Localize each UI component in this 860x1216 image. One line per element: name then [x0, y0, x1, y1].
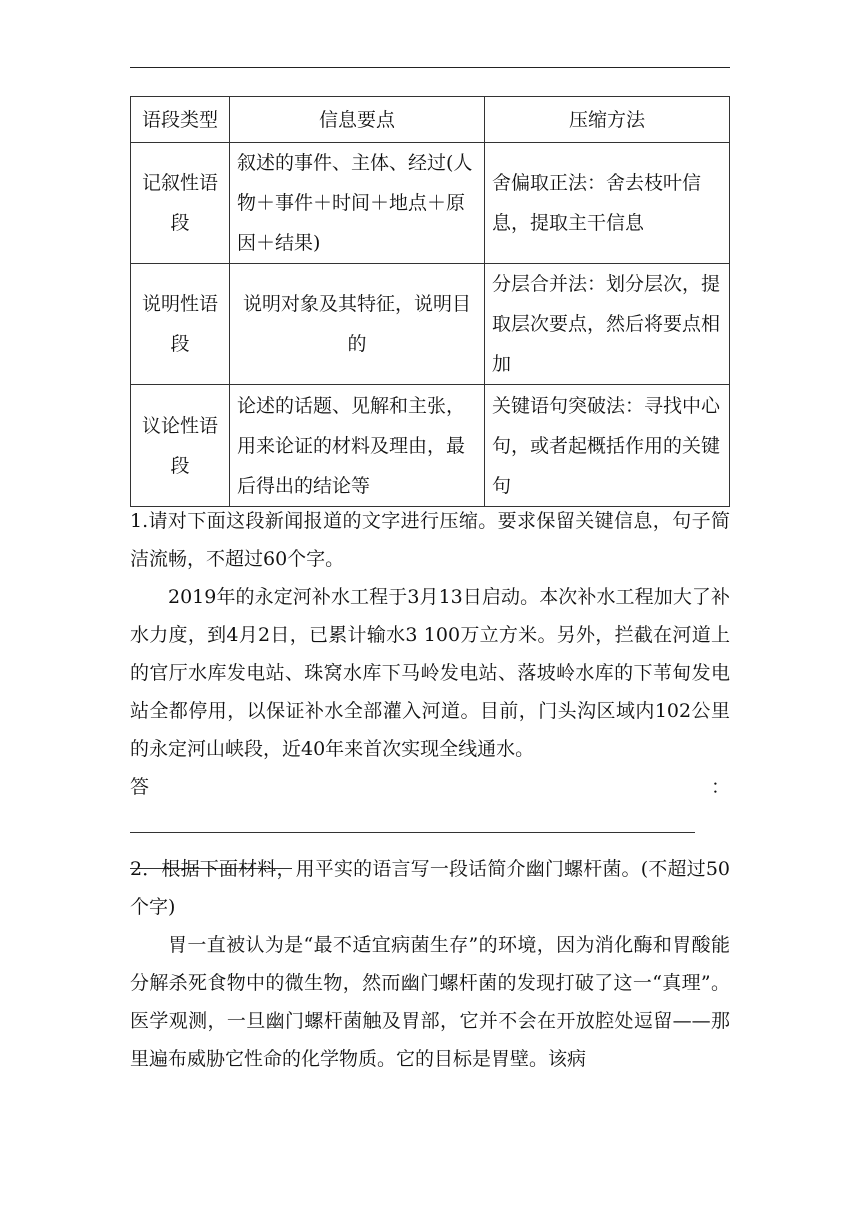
row-method: 舍偏取正法：舍去枝叶信息，提取主干信息: [485, 143, 730, 264]
row-type: 说明性语段: [131, 264, 230, 385]
row-points: 说明对象及其特征，说明目的: [230, 264, 485, 385]
question-2: [130, 850, 730, 1078]
row-points: 叙述的事件、主体、经过(人物＋事件＋时间＋地点＋原因＋结果): [230, 143, 485, 264]
row-method: 分层合并法：划分层次，提取层次要点，然后将要点相加: [485, 264, 730, 385]
row-type: 记叙性语段: [131, 143, 230, 264]
question-2-prompt: 2．根据下面材料，用平实的语言写一段话简介幽门螺杆菌。(不超过50个字): [130, 858, 730, 918]
question-1: [130, 502, 730, 885]
table-header-points: 信息要点: [230, 97, 485, 143]
header-rule: [130, 67, 730, 68]
answer-row: [130, 768, 730, 846]
table-header-method: 压缩方法: [485, 97, 730, 143]
answer-line[interactable]: [130, 806, 695, 833]
compression-methods-table: [130, 96, 730, 507]
row-method: 关键语句突破法：寻找中心句，或者起概括作用的关键句: [485, 385, 730, 507]
row-points: 论述的话题、见解和主张，用来论证的材料及理由，最后得出的结论等: [230, 385, 485, 507]
row-type: 议论性语段: [131, 385, 230, 507]
question-1-prompt: 1.请对下面这段新闻报道的文字进行压缩。要求保留关键信息，句子简洁流畅，不超过60个字。: [130, 510, 730, 570]
table-row: [131, 143, 730, 264]
table-row: [131, 385, 730, 507]
table-header-type: 语段类型: [131, 97, 230, 143]
question-2-passage: 胃一直被认为是“最不适宜病菌生存”的环境，因为消化酶和胃酸能分解杀死食物中的微生物，然而幽门螺杆菌的发现打破了这一“真理”。医学观测，一旦幽门螺杆菌触及胃部，它并不会在开放腔处逗留——那里遍布威胁它性命的化学物质。它的目标是胃壁。该病: [130, 934, 730, 1070]
answer-label: 答：: [130, 776, 730, 798]
table-header-row: [131, 97, 730, 143]
table-row: [131, 264, 730, 385]
question-1-passage: 2019年的永定河补水工程于3月13日启动。本次补水工程加大了补水力度，到4月2日，已累计输水3 100万立方米。另外，拦截在河道上的官厅水库发电站、珠窝水库下马岭发电站、落坡岭水库的下苇甸发电站全都停用，以保证补水全部灌入河道。目前，门头沟区域内102公里的永定河山峡段，近40年来首次实现全线通水。: [130, 586, 730, 760]
